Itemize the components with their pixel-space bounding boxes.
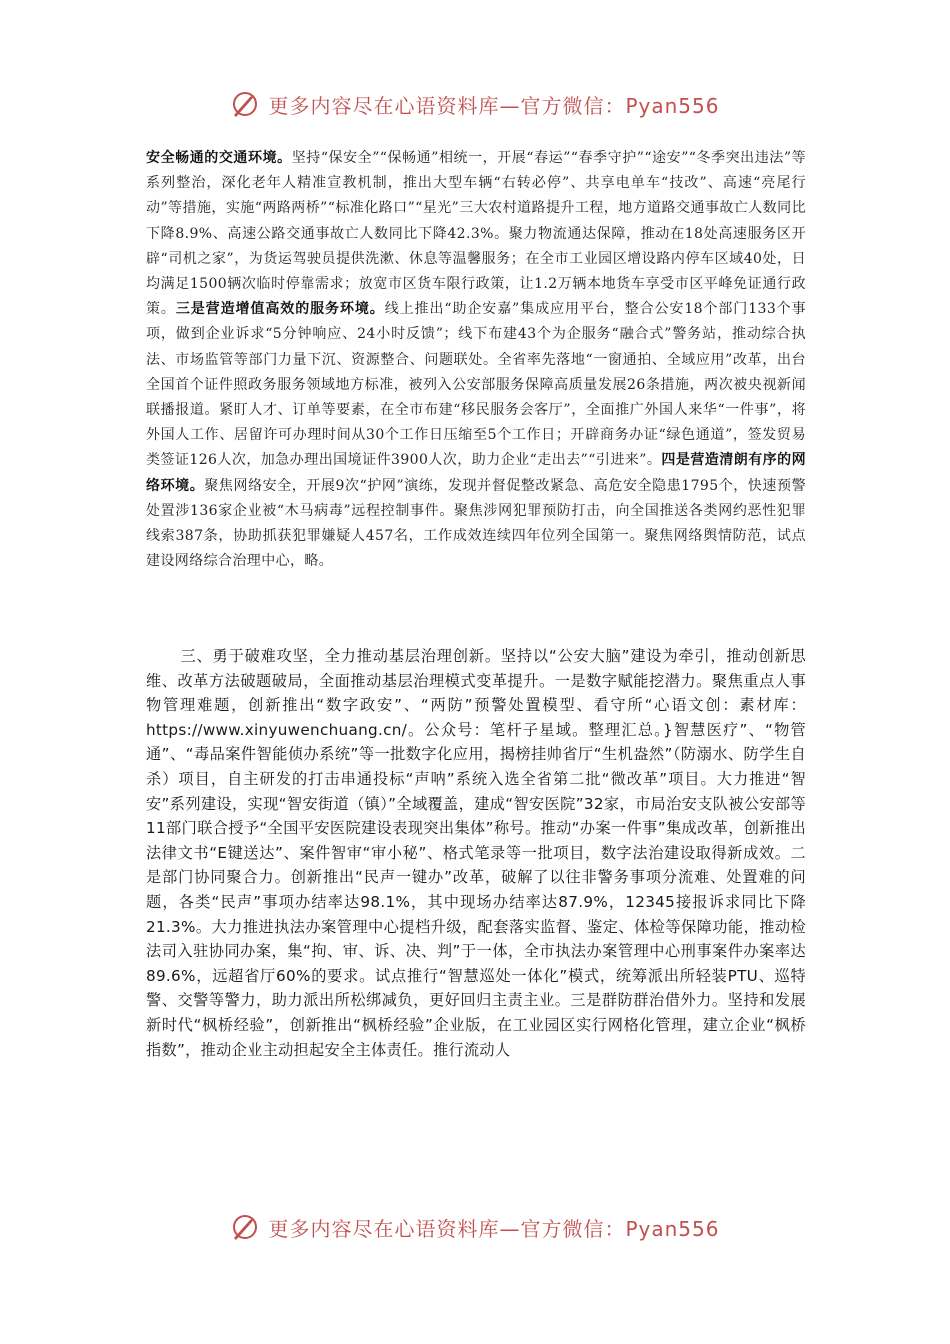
pen-circle-icon (230, 89, 260, 119)
section-heading: 安全畅通的交通环境。 (146, 150, 292, 166)
header-watermark-banner (0, 84, 950, 124)
body-paragraph-governance (146, 644, 806, 1062)
paragraph-text: 三、勇于破难攻坚，全力推动基层治理创新。坚持以“公安大脑”建设为牵引，推动创新思维、改革方法破题破局，全面推动基层治理模式变革提升。一是数字赋能挖潜力。聚焦重点人事物管理难题，创新推出“数字政安”、“两防”预警处置模型、看守所“心语文创：素材库：https://www.xinyuwenchuang.cn/。公众号：笔杆子星域。整理汇总。}智慧医疗”、“物管通”、“毒品案件智能侦办系统”等一批数字化应用，揭榜挂帅省厅“生机盎然”（防溺水、防学生自杀）项目，自主研发的打击串通投标“声呐”系统入选全省第二批“微改革”项目。大力推进“智安”系列建设，实现“智安街道（镇）”全域覆盖，建成“智安医院”32家，市局治安支队被公安部等11部门联合授予“全国平安医院建设表现突出集体”称号。推动“办案一件事”集成改革，创新推出法律文书“E键送达”、案件智审“审小秘”、格式笔录等一批项目，数字法治建设取得新成效。二是部门协同聚合力。创新推出“民声一键办”改革，破解了以往非警务事项分流难、处置难的问题，各类“民声”事项办结率达98.1%，其中现场办结率达87.9%，12345接报诉求同比下降21.3%。大力推进执法办案管理中心提档升级，配套落实监督、鉴定、体检等保障功能，推动检法司入驻协同办案，集“拘、审、诉、决、判”于一体，全市执法办案管理中心刑事案件办案率达89.6%，远超省厅60%的要求。试点推行“智慧巡处一体化”模式，统筹派出所轻装PTU、巡特警、交警等警力，助力派出所松绑减负，更好回归主责主业。三是群防群治借外力。坚持和发展新时代“枫桥经验”，创新推出“枫桥经验”企业版，在工业园区实行网格化管理，建立企业“枫桥指数”，推动企业主动担起安全主体责任。推行流动人 (146, 647, 806, 1059)
body-paragraph-environment (146, 146, 806, 574)
section-heading: 四是营造清朗有序的网络环境。 (146, 452, 807, 494)
watermark-text: 更多内容尽在心语资料库—官方微信：Pyan556 (268, 93, 720, 118)
watermark-text: 更多内容尽在心语资料库—官方微信：Pyan556 (268, 1216, 720, 1241)
pen-circle-icon (230, 1212, 260, 1242)
paragraph-text: 聚焦网络安全，开展9次“护网”演练，发现并督促整改紧急、高危安全隐患1795个，快速预警处置涉136家企业被“木马病毒”远程控制事件。聚焦涉网犯罪预防打击，向全国推送各类网约恶性犯罪线索387条，协助抓获犯罪嫌疑人457名，工作成效连续四年位列全国第一。聚焦网络舆情防范，试点建设网络综合治理中心，略。 (146, 477, 806, 570)
paragraph-text: 线上推出“助企安嘉”集成应用平台，整合公安18个部门133个事项，做到企业诉求“5分钟响应、24小时反馈”；线下布建43个为企服务“融合式”警务站，推动综合执法、市场监管等部门力量下沉、资源整合、问题联处。全省率先落地“一窗通拍、全域应用”改革，出台全国首个证件照政务服务领域地方标准，被列入公安部服务保障高质量发展26条措施，两次被央视新闻联播报道。紧盯人才、订单等要素，在全市布建“移民服务会客厅”，全面推广外国人来华“一件事”，将外国人工作、居留许可办理时间从30个工作日压缩至5个工作日；开辟商务办证“绿色通道”，签发贸易类签证126人次，加急办理出国境证件3900人次，助力企业“走出去”“引进来”。 (146, 301, 806, 469)
footer-watermark-banner (0, 1207, 950, 1247)
paragraph-text: 坚持“保安全”“保畅通”相统一，开展“春运”“春季守护”“途安”“冬季突出违法”等系列整治，深化老年人精准宣教机制，推出大型车辆“右转必停”、共享电单车“技改”、高速“亮尾行动”等措施，实施“两路两桥”“标准化路口”“星光”三大农村道路提升工程，地方道路交通事故亡人数同比下降8.9%、高速公路交通事故亡人数同比下降42.3%。聚力物流通达保障，推动在18处高速服务区开辟“司机之家”，为货运驾驶员提供洗漱、休息等温馨服务；在全市工业园区增设路内停车区域40处，日均满足1500辆次临时停靠需求；放宽市区货车限行政策，让1.2万辆本地货车享受市区平峰免证通行政策。 (146, 150, 807, 318)
section-heading: 三是营造增值高效的服务环境。 (175, 301, 385, 318)
